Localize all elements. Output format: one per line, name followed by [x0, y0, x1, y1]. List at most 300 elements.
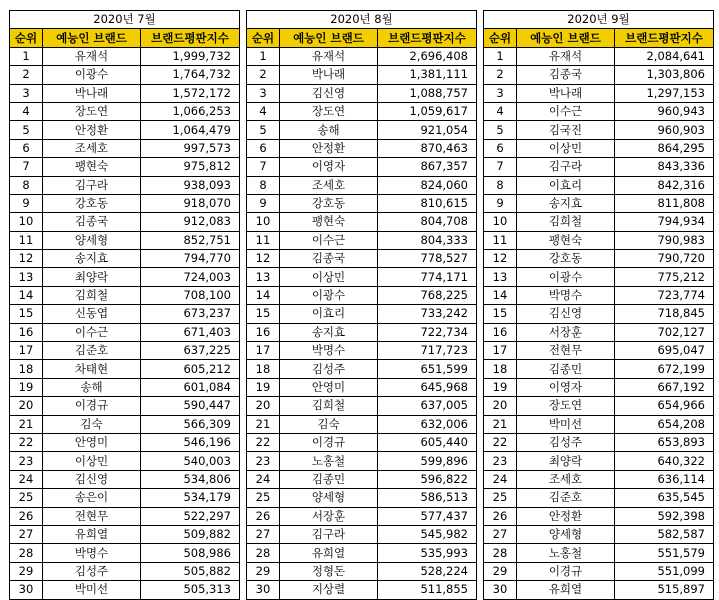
score-cell: 601,084: [141, 378, 240, 396]
score-cell: 702,127: [615, 323, 714, 341]
brand-name-cell: 안정환: [280, 139, 378, 157]
brand-name-cell: 서장훈: [280, 507, 378, 525]
rank-cell: 6: [10, 139, 43, 157]
brand-name-cell: 이상민: [517, 139, 615, 157]
brand-name-cell: 양세형: [43, 231, 141, 249]
table-row: [484, 342, 714, 360]
brand-name-cell: 강호동: [43, 194, 141, 212]
table-row: [10, 507, 240, 525]
month-table: [9, 10, 240, 600]
score-cell: 810,615: [378, 194, 477, 212]
brand-name-cell: 박나래: [43, 84, 141, 102]
table-row: [247, 360, 477, 378]
brand-name-cell: 장도연: [43, 102, 141, 120]
table-row: [10, 562, 240, 580]
score-cell: 508,986: [141, 544, 240, 562]
table-row: [484, 305, 714, 323]
table-row: [247, 489, 477, 507]
score-cell: 1,059,617: [378, 102, 477, 120]
table-row: [10, 452, 240, 470]
rank-cell: 23: [10, 452, 43, 470]
rank-cell: 15: [10, 305, 43, 323]
table-row: [10, 525, 240, 543]
table-row: [10, 581, 240, 599]
table-row: [484, 250, 714, 268]
rank-cell: 5: [247, 121, 280, 139]
score-cell: 605,440: [378, 433, 477, 451]
rank-cell: 22: [10, 433, 43, 451]
score-cell: 717,723: [378, 342, 477, 360]
table-row: [10, 84, 240, 102]
rank-cell: 1: [10, 47, 43, 65]
rank-cell: 13: [10, 268, 43, 286]
rank-cell: 16: [247, 323, 280, 341]
table-row: [247, 231, 477, 249]
score-cell: 790,720: [615, 250, 714, 268]
score-cell: 804,708: [378, 213, 477, 231]
brand-name-cell: 전현무: [43, 507, 141, 525]
score-cell: 1,064,479: [141, 121, 240, 139]
rank-cell: 12: [247, 250, 280, 268]
brand-name-cell: 양세형: [517, 525, 615, 543]
rank-cell: 23: [247, 452, 280, 470]
brand-name-cell: 김성주: [43, 562, 141, 580]
rank-cell: 10: [484, 213, 517, 231]
rank-cell: 2: [247, 66, 280, 84]
score-cell: 938,093: [141, 176, 240, 194]
brand-name-cell: 박미선: [517, 415, 615, 433]
rank-cell: 9: [10, 194, 43, 212]
brand-name-cell: 유재석: [517, 47, 615, 65]
rank-cell: 4: [247, 102, 280, 120]
brand-name-cell: 팽현숙: [43, 158, 141, 176]
table-row: [247, 250, 477, 268]
table-row: [247, 139, 477, 157]
table-row: [247, 305, 477, 323]
brand-name-cell: 박명수: [43, 544, 141, 562]
brand-name-cell: 박미선: [43, 581, 141, 599]
rank-cell: 19: [484, 378, 517, 396]
rank-cell: 9: [484, 194, 517, 212]
table-row: [484, 213, 714, 231]
brand-name-cell: 송지효: [280, 323, 378, 341]
score-cell: 637,225: [141, 342, 240, 360]
rank-cell: 1: [247, 47, 280, 65]
rank-cell: 26: [484, 507, 517, 525]
brand-name-cell: 이상민: [280, 268, 378, 286]
score-cell: 672,199: [615, 360, 714, 378]
brand-name-cell: 이영자: [280, 158, 378, 176]
score-cell: 774,171: [378, 268, 477, 286]
rank-cell: 20: [247, 397, 280, 415]
score-cell: 637,005: [378, 397, 477, 415]
brand-name-cell: 김준호: [43, 342, 141, 360]
score-cell: 2,696,408: [378, 47, 477, 65]
brand-name-cell: 팽현숙: [280, 213, 378, 231]
rank-cell: 26: [10, 507, 43, 525]
table-row: [484, 194, 714, 212]
brand-name-cell: 김숙: [43, 415, 141, 433]
rank-cell: 27: [10, 525, 43, 543]
brand-name-cell: 양세형: [280, 489, 378, 507]
table-row: [247, 562, 477, 580]
brand-name-cell: 신동엽: [43, 305, 141, 323]
score-cell: 912,083: [141, 213, 240, 231]
rank-cell: 4: [10, 102, 43, 120]
table-row: [10, 66, 240, 84]
brand-name-cell: 안정환: [43, 121, 141, 139]
score-cell: 640,322: [615, 452, 714, 470]
brand-name-cell: 김희철: [43, 286, 141, 304]
rank-cell: 3: [247, 84, 280, 102]
score-cell: 775,212: [615, 268, 714, 286]
brand-name-cell: 안정환: [517, 507, 615, 525]
brand-name-cell: 전현무: [517, 342, 615, 360]
brand-name-cell: 김신영: [43, 470, 141, 488]
score-cell: 811,808: [615, 194, 714, 212]
table-row: [10, 158, 240, 176]
brand-name-cell: 유희열: [43, 525, 141, 543]
brand-name-cell: 조세호: [43, 139, 141, 157]
table-row: [10, 213, 240, 231]
score-cell: 975,812: [141, 158, 240, 176]
table-row: [247, 470, 477, 488]
score-cell: 654,966: [615, 397, 714, 415]
table-row: [10, 268, 240, 286]
score-cell: 1,999,732: [141, 47, 240, 65]
table-row: [247, 158, 477, 176]
rank-cell: 29: [10, 562, 43, 580]
brand-name-cell: 이효리: [280, 305, 378, 323]
brand-name-cell: 강호동: [517, 250, 615, 268]
brand-name-cell: 이수근: [43, 323, 141, 341]
score-cell: 708,100: [141, 286, 240, 304]
brand-name-cell: 김구라: [280, 525, 378, 543]
header-rank: 순위: [484, 29, 517, 47]
table-row: [247, 581, 477, 599]
table-row: [10, 433, 240, 451]
header-rank: 순위: [247, 29, 280, 47]
table-row: [10, 102, 240, 120]
rank-cell: 24: [247, 470, 280, 488]
table-row: [484, 323, 714, 341]
score-cell: 718,845: [615, 305, 714, 323]
rank-cell: 29: [484, 562, 517, 580]
rank-cell: 18: [10, 360, 43, 378]
rank-cell: 22: [484, 433, 517, 451]
table-row: [247, 378, 477, 396]
table-row: [484, 139, 714, 157]
score-cell: 824,060: [378, 176, 477, 194]
score-cell: 1,764,732: [141, 66, 240, 84]
rank-cell: 19: [247, 378, 280, 396]
score-cell: 673,237: [141, 305, 240, 323]
table-row: [484, 47, 714, 65]
table-row: [10, 139, 240, 157]
brand-name-cell: 차태현: [43, 360, 141, 378]
brand-name-cell: 노홍철: [517, 544, 615, 562]
table-row: [484, 66, 714, 84]
brand-name-cell: 송지효: [43, 250, 141, 268]
rank-cell: 28: [247, 544, 280, 562]
brand-name-cell: 김종국: [280, 250, 378, 268]
table-row: [484, 268, 714, 286]
brand-name-cell: 이상민: [43, 452, 141, 470]
table-row: [10, 194, 240, 212]
brand-name-cell: 강호동: [280, 194, 378, 212]
score-cell: 997,573: [141, 139, 240, 157]
table-row: [484, 415, 714, 433]
brand-name-cell: 이수근: [517, 102, 615, 120]
rank-cell: 17: [484, 342, 517, 360]
rank-cell: 30: [10, 581, 43, 599]
header-score: 브랜드평판지수: [141, 29, 240, 47]
score-cell: 534,806: [141, 470, 240, 488]
rank-cell: 18: [484, 360, 517, 378]
rank-cell: 16: [10, 323, 43, 341]
brand-name-cell: 송해: [280, 121, 378, 139]
brand-name-cell: 안영미: [280, 378, 378, 396]
header-rank: 순위: [10, 29, 43, 47]
table-row: [247, 213, 477, 231]
table-row: [484, 378, 714, 396]
rank-cell: 3: [484, 84, 517, 102]
brand-name-cell: 최양락: [517, 452, 615, 470]
brand-name-cell: 이경규: [43, 397, 141, 415]
rank-cell: 11: [484, 231, 517, 249]
score-cell: 921,054: [378, 121, 477, 139]
table-row: [484, 158, 714, 176]
score-cell: 653,893: [615, 433, 714, 451]
score-cell: 577,437: [378, 507, 477, 525]
score-cell: 632,006: [378, 415, 477, 433]
score-cell: 852,751: [141, 231, 240, 249]
score-cell: 722,734: [378, 323, 477, 341]
rank-cell: 27: [247, 525, 280, 543]
brand-name-cell: 김성주: [517, 433, 615, 451]
score-cell: 695,047: [615, 342, 714, 360]
table-row: [484, 581, 714, 599]
score-cell: 918,070: [141, 194, 240, 212]
table-row: [247, 415, 477, 433]
rank-cell: 13: [484, 268, 517, 286]
brand-name-cell: 김종국: [517, 66, 615, 84]
table-row: [484, 176, 714, 194]
score-cell: 635,545: [615, 489, 714, 507]
table-row: [247, 176, 477, 194]
brand-name-cell: 송은이: [43, 489, 141, 507]
rank-cell: 10: [247, 213, 280, 231]
table-row: [247, 342, 477, 360]
score-cell: 582,587: [615, 525, 714, 543]
rank-cell: 12: [484, 250, 517, 268]
score-cell: 534,179: [141, 489, 240, 507]
score-cell: 790,983: [615, 231, 714, 249]
score-cell: 511,855: [378, 581, 477, 599]
column-header-row: [484, 29, 714, 47]
score-cell: 546,196: [141, 433, 240, 451]
brand-name-cell: 유희열: [517, 581, 615, 599]
month-title-row: [247, 11, 477, 29]
score-cell: 794,934: [615, 213, 714, 231]
score-cell: 596,822: [378, 470, 477, 488]
month-title: 2020년 9월: [484, 11, 714, 29]
header-brand: 예능인 브랜드: [517, 29, 615, 47]
month-title: 2020년 7월: [10, 11, 240, 29]
table-row: [484, 84, 714, 102]
rank-cell: 6: [247, 139, 280, 157]
table-row: [484, 121, 714, 139]
month-title: 2020년 8월: [247, 11, 477, 29]
rank-cell: 25: [247, 489, 280, 507]
column-header-row: [247, 29, 477, 47]
table-row: [10, 231, 240, 249]
table-row: [10, 342, 240, 360]
table-row: [10, 415, 240, 433]
rank-cell: 22: [247, 433, 280, 451]
rank-cell: 30: [484, 581, 517, 599]
brand-name-cell: 김종국: [43, 213, 141, 231]
table-row: [10, 323, 240, 341]
table-row: [247, 102, 477, 120]
month-table: [246, 10, 477, 600]
rank-cell: 8: [484, 176, 517, 194]
rank-cell: 18: [247, 360, 280, 378]
score-cell: 505,882: [141, 562, 240, 580]
rank-cell: 4: [484, 102, 517, 120]
table-row: [484, 525, 714, 543]
table-row: [484, 452, 714, 470]
score-cell: 724,003: [141, 268, 240, 286]
score-cell: 768,225: [378, 286, 477, 304]
rank-cell: 17: [247, 342, 280, 360]
rank-cell: 29: [247, 562, 280, 580]
table-row: [247, 507, 477, 525]
header-brand: 예능인 브랜드: [280, 29, 378, 47]
rank-cell: 20: [10, 397, 43, 415]
score-cell: 1,066,253: [141, 102, 240, 120]
table-row: [10, 544, 240, 562]
table-row: [484, 360, 714, 378]
score-cell: 528,224: [378, 562, 477, 580]
rank-cell: 11: [10, 231, 43, 249]
rank-cell: 23: [484, 452, 517, 470]
brand-name-cell: 김종민: [517, 360, 615, 378]
brand-name-cell: 유재석: [43, 47, 141, 65]
table-row: [247, 47, 477, 65]
score-cell: 870,463: [378, 139, 477, 157]
rank-cell: 21: [247, 415, 280, 433]
rank-cell: 7: [10, 158, 43, 176]
brand-name-cell: 송지효: [517, 194, 615, 212]
column-header-row: [10, 29, 240, 47]
brand-name-cell: 이효리: [517, 176, 615, 194]
score-cell: 540,003: [141, 452, 240, 470]
rank-cell: 5: [484, 121, 517, 139]
brand-name-cell: 이광수: [517, 268, 615, 286]
rank-cell: 12: [10, 250, 43, 268]
score-cell: 515,897: [615, 581, 714, 599]
brand-name-cell: 김종민: [280, 470, 378, 488]
brand-name-cell: 노홍철: [280, 452, 378, 470]
rank-cell: 26: [247, 507, 280, 525]
score-cell: 654,208: [615, 415, 714, 433]
rank-cell: 13: [247, 268, 280, 286]
score-cell: 667,192: [615, 378, 714, 396]
score-cell: 864,295: [615, 139, 714, 157]
score-cell: 723,774: [615, 286, 714, 304]
rank-cell: 19: [10, 378, 43, 396]
score-cell: 605,212: [141, 360, 240, 378]
rank-cell: 20: [484, 397, 517, 415]
table-row: [10, 250, 240, 268]
score-cell: 586,513: [378, 489, 477, 507]
brand-name-cell: 유희열: [280, 544, 378, 562]
header-score: 브랜드평판지수: [378, 29, 477, 47]
brand-name-cell: 이수근: [280, 231, 378, 249]
brand-name-cell: 박나래: [280, 66, 378, 84]
table-row: [247, 525, 477, 543]
brand-name-cell: 박명수: [517, 286, 615, 304]
score-cell: 590,447: [141, 397, 240, 415]
brand-name-cell: 조세호: [280, 176, 378, 194]
rank-cell: 2: [484, 66, 517, 84]
score-cell: 599,896: [378, 452, 477, 470]
score-cell: 545,982: [378, 525, 477, 543]
brand-name-cell: 송해: [43, 378, 141, 396]
brand-name-cell: 지상렬: [280, 581, 378, 599]
rank-cell: 14: [247, 286, 280, 304]
brand-name-cell: 김희철: [280, 397, 378, 415]
table-row: [10, 176, 240, 194]
table-row: [484, 433, 714, 451]
score-cell: 843,336: [615, 158, 714, 176]
score-cell: 867,357: [378, 158, 477, 176]
brand-name-cell: 최양락: [43, 268, 141, 286]
brand-name-cell: 김숙: [280, 415, 378, 433]
score-cell: 505,313: [141, 581, 240, 599]
rank-cell: 8: [247, 176, 280, 194]
table-row: [247, 194, 477, 212]
score-cell: 842,316: [615, 176, 714, 194]
rank-cell: 3: [10, 84, 43, 102]
table-row: [247, 286, 477, 304]
table-row: [484, 562, 714, 580]
brand-name-cell: 김신영: [280, 84, 378, 102]
rank-cell: 15: [247, 305, 280, 323]
table-row: [484, 102, 714, 120]
score-cell: 645,968: [378, 378, 477, 396]
score-cell: 804,333: [378, 231, 477, 249]
rank-cell: 24: [10, 470, 43, 488]
score-cell: 535,993: [378, 544, 477, 562]
rank-cell: 1: [484, 47, 517, 65]
brand-name-cell: 김준호: [517, 489, 615, 507]
table-row: [247, 84, 477, 102]
table-row: [10, 470, 240, 488]
rank-cell: 15: [484, 305, 517, 323]
table-row: [247, 544, 477, 562]
table-row: [247, 452, 477, 470]
table-row: [10, 360, 240, 378]
table-row: [484, 397, 714, 415]
rank-cell: 30: [247, 581, 280, 599]
score-cell: 778,527: [378, 250, 477, 268]
table-row: [10, 121, 240, 139]
table-row: [10, 378, 240, 396]
brand-name-cell: 안영미: [43, 433, 141, 451]
score-cell: 636,114: [615, 470, 714, 488]
